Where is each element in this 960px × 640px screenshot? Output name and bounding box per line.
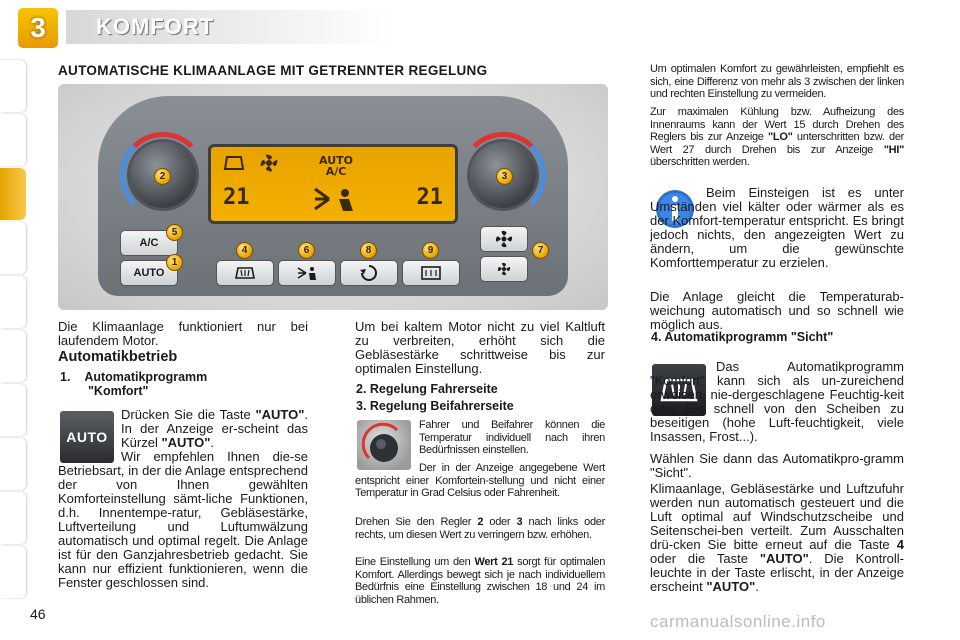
individual-temp-note: Fahrer und Beifahrer können die Temperatur individuell nach ihren Bedürfnissen einstellen. [419,419,605,456]
chapter-tab-active[interactable] [0,168,26,220]
text-run-bold: 3 [516,516,523,528]
text-run-bold: "AUTO" [255,407,305,422]
fan-speed-up-button[interactable] [480,226,528,252]
marker-9: 9 [422,242,439,259]
text-run: überschritten werden. [650,156,750,168]
item-4-heading: 4. Automatikprogramm "Sicht" [651,330,834,344]
chapter-number-badge: 3 [18,8,58,48]
marker-4: 4 [236,242,253,259]
value-21-note [355,556,605,606]
text-run-bold: "AUTO" [706,579,756,594]
fan-small-icon [497,262,511,276]
text-run: Drücken Sie die Taste [121,407,256,422]
info-paragraph: Beim Einsteigen ist es unter Umständen viel kälter oder wärmer als es der Komfort-temperatur entspricht. Es bringt jedoch nichts, den angezeigten Wert zu ändern, um die gewünschte Komforttemperatur zu erzielen. [650,185,904,270]
chapter-tab[interactable] [0,438,26,490]
air-distribution-icon [309,183,363,215]
chapter-tab[interactable] [0,546,26,598]
rear-window-defrost-icon [421,266,441,280]
recirculation-icon [360,264,378,282]
text-run: Zur maximalen Kühlung bzw. Aufheizung des Innenraums kann der Wert 15 durch Drehen des Reglers bis zur Anzeige [650,106,904,143]
air-distribution-icon [296,265,318,281]
item-1-heading: 1. Automatikprogramm "Komfort" [60,370,208,398]
recommendation-paragraph: Wir empfehlen Ihnen die-se Betriebsart, in der die Anlage entsprechend der von Ihnen gewählten Komforteinstellung sämt-liche Funktionen, d.h. Innentempe-ratur, Gebläsestärke, Luftverteilung und Luftumwälzung automatisch und optimal regelt. Die Anlage ist für den Ganzjahresbetrieb gedacht. Sie kann nur effizient funktionieren, wenn die Fenster geschlossen sind. [58,449,308,590]
marker-6: 6 [298,242,315,259]
text-run-bold: "AUTO" [161,435,211,450]
text-run: . [210,435,215,450]
marker-8: 8 [360,242,377,259]
comfort-difference-note: Um optimalen Komfort zu gewährleisten, empfiehlt es sich, eine Differenz von mehr als 3 zwischen der linken und rechten Einstellung zu vermeiden. [650,63,904,100]
recirculation-button[interactable] [340,260,398,286]
lcd-mode-text: AUTO A/C [319,154,353,178]
intro-paragraph: Die Klimaanlage funktioniert nur bei laufendem Motor. [58,319,308,348]
text-run-bold: 2 [477,516,484,528]
chapter-title: KOMFORT [96,14,215,39]
marker-1: 1 [166,254,183,271]
visibility-button[interactable] [216,260,274,286]
text-run: . In der Anzeige er-scheint das Kürzel [121,407,308,450]
item-3-heading: 3. Regelung Beifahrerseite [356,399,514,413]
text-run-bold: "LO" [768,131,793,143]
cold-engine-paragraph: Um bei kaltem Motor nicht zu viel Kaltluft zu verbreiten, erhöht sich die Gebläsestärke schrittweise bis zur optimalen Einstellung. [355,319,605,376]
section-title: AUTOMATISCHE KLIMAANLAGE MIT GETRENNTER REGELUNG [58,63,488,78]
text-run-bold: "AUTO" [759,551,809,566]
marker-3: 3 [496,168,513,185]
marker-7: 7 [532,242,549,259]
chapter-tab[interactable] [0,492,26,544]
lcd-display [208,144,458,224]
chapter-tab[interactable] [0,384,26,436]
chapter-tab[interactable] [0,330,26,382]
lcd-fan-icon [259,153,279,173]
auto-button-icon: AUTO [60,411,114,463]
text-run: . [755,579,759,594]
windshield-defrost-icon [234,266,256,280]
chapter-tabs [0,60,28,620]
text-run-bold: 4 [896,537,904,552]
marker-2: 2 [154,168,171,185]
display-value-note: Der in der Anzeige angegebene Wert entspricht einer Komfortein-stellung und nicht einer Temperatur in Grad Celsius oder Fahrenheit. [355,462,605,499]
marker-5: 5 [166,224,183,241]
chapter-tab[interactable] [0,60,26,112]
fan-speed-down-button[interactable] [480,256,528,282]
chapter-header [0,0,960,50]
text-run: Drehen Sie den Regler [355,516,478,528]
page-number: 46 [30,606,46,622]
auto-compensation-paragraph: Die Anlage gleicht die Temperaturab-weichung automatisch und so schnell wie möglich aus. [650,289,904,332]
text-run: nach links oder rechts, um diesen Wert zu verringern bzw. erhöhen. [355,516,605,541]
auto-button[interactable]: AUTO [120,260,178,286]
climate-panel [98,96,568,296]
select-visibility-paragraph: Wählen Sie dann das Automatikpro-gramm "Sicht". [650,451,904,480]
chapter-tab[interactable] [0,222,26,274]
watermark: carmanualsonline.info [650,612,826,631]
auto-press-paragraph [121,408,308,450]
text-run: oder die Taste [650,551,760,566]
lcd-defrost-icon [223,153,245,171]
lcd-right-temperature: 21 [416,185,443,210]
lcd-left-temperature: 21 [223,185,250,210]
visibility-details-paragraph [650,482,904,594]
ac-button[interactable]: A/C [120,230,178,256]
text-run: oder [483,516,517,528]
text-run: unterschritten bzw. der Wert 27 durch Drehen bis zur Anzeige [650,131,904,156]
item-2-heading: 2. Regelung Fahrerseite [356,382,498,396]
fan-icon [495,230,513,248]
text-run: sorgt für optimalen Komfort. Allerdings bewegt sich je nach individuellem Bedürfnis eine Einstellung zwischen 18 und 24 im üblichen Rahmen. [355,556,606,606]
lo-hi-note [650,106,904,169]
text-run: . Die Kontroll-leuchte in der Taste erlischt, in der Anzeige erscheint [650,551,904,594]
text-run: Klimaanlage, Gebläsestärke und Luftzufuhr werden nun automatisch gesteuert und die Luft optimal auf Windschutzscheibe und Seitenschei-ben verteilt. Zum Ausschalten drü-cken Sie bitte erneut auf die Taste [650,481,904,552]
air-distribution-button[interactable] [278,260,336,286]
chapter-tab[interactable] [0,276,26,328]
visibility-paragraph: Das Automatikprogramm "Komfort" kann sich als un-zureichend erweisen, nie-dergeschlagene Feuchtig-keit oder Eis schnell von den Scheiben zu beseitigen (hohe Luft-feuchtigkeit, viele Insassen, Frost...). [650,359,904,444]
text-run-bold: "HI" [883,143,904,156]
chapter-tab[interactable] [0,114,26,166]
rear-defrost-button[interactable] [402,260,460,286]
knob-rotation-note [355,516,605,541]
automatic-mode-heading: Automatikbetrieb [58,349,178,365]
text-run-bold: Wert 21 [474,556,514,568]
text-run: Eine Einstellung um den [355,556,475,568]
climate-panel-photo [58,84,608,310]
